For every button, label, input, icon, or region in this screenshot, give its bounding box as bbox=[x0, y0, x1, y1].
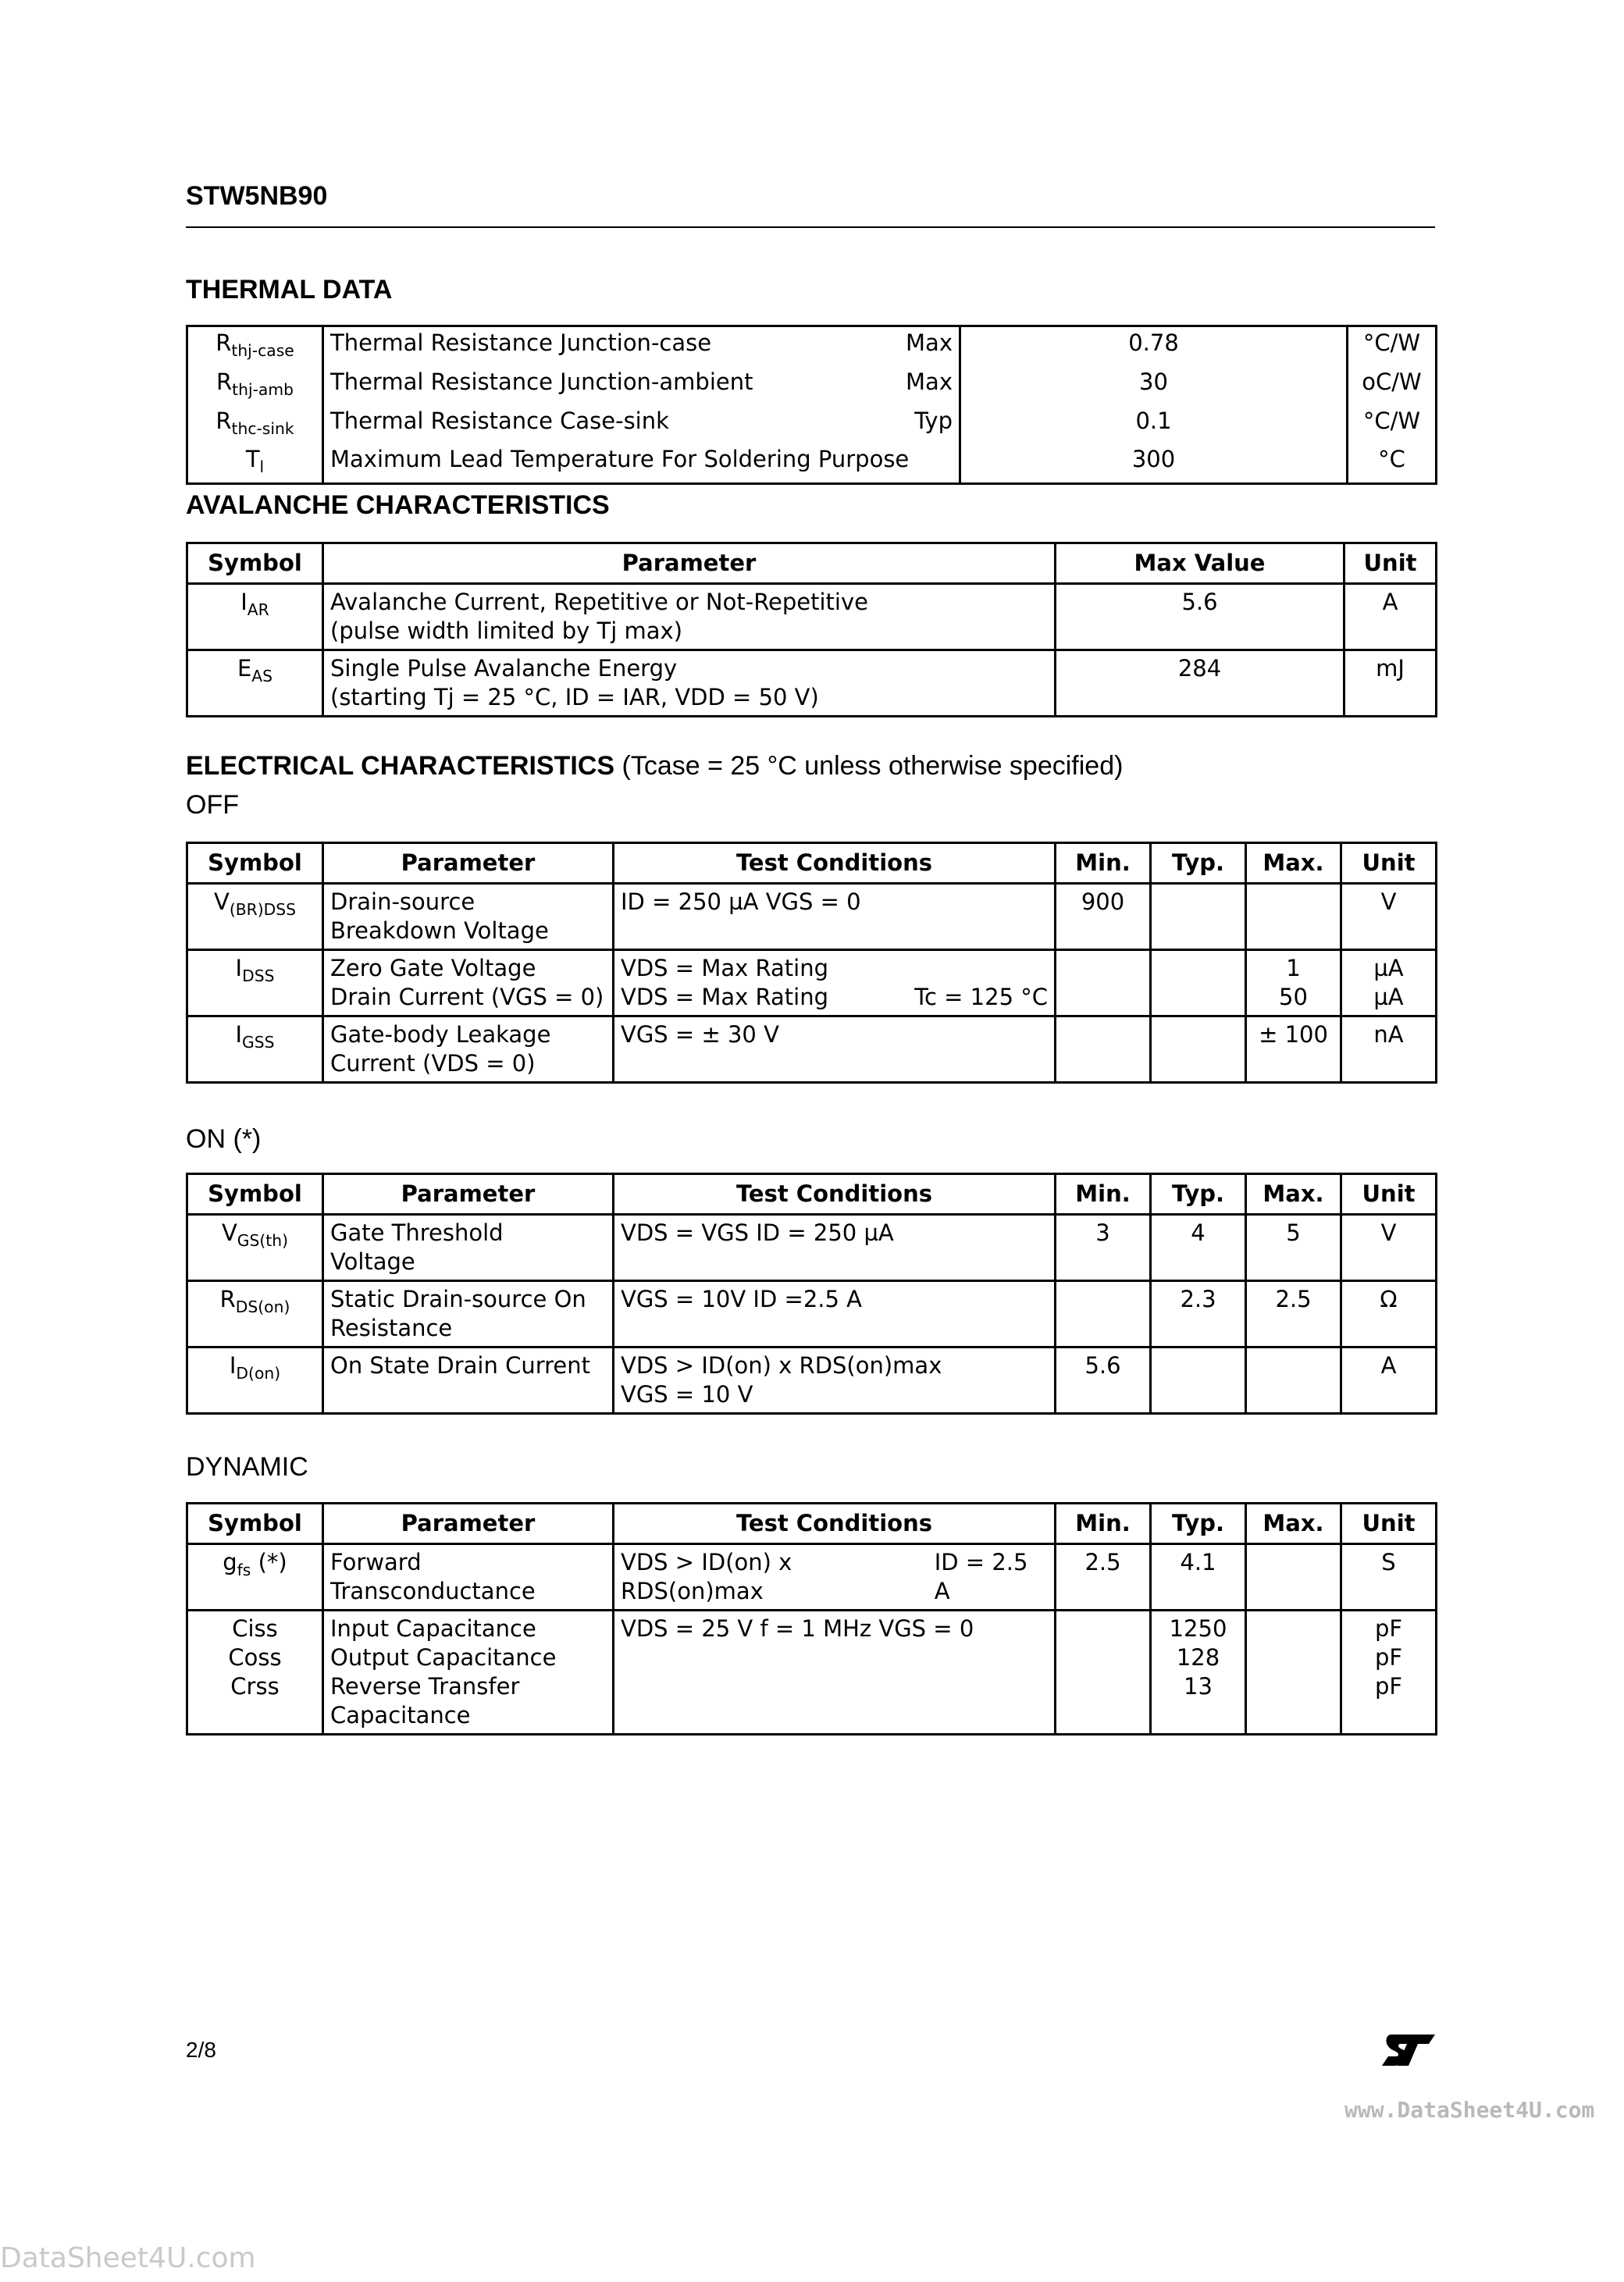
on-label: ON (*) bbox=[186, 1124, 262, 1154]
electrical-heading: ELECTRICAL CHARACTERISTICS (Tcase = 25 °C unless otherwise specified) bbox=[186, 751, 1124, 781]
thermal-row: $R_{thc-sink}$ Thermal Resistance Case-sink Typ 0.1 °C/W bbox=[187, 405, 1437, 444]
table-row: $V_{GS(th)}$ Gate Threshold Voltage VDS = VGS ID = 250 µA 3 4 5 V bbox=[187, 1215, 1437, 1281]
st-logo-icon bbox=[1380, 2031, 1437, 2069]
table-header-row: Symbol Parameter Max Value Unit bbox=[187, 543, 1437, 584]
table-header-row: Symbol Parameter Test Conditions Min. Typ. Max. Unit bbox=[187, 1174, 1437, 1215]
off-label: OFF bbox=[186, 790, 239, 820]
watermark-bottom: DataSheet4U.com bbox=[0, 2242, 256, 2274]
page-number: 2/8 bbox=[186, 2038, 216, 2062]
watermark-top: www.DataSheet4U.com bbox=[1344, 2097, 1595, 2123]
avalanche-table bbox=[186, 542, 1437, 717]
table-row: $I_{DSS}$ Zero Gate Voltage Drain Current (VGS = 0) VDS = Max Rating VDS = Max Rating Tc = 125 °C 1 50 µA µA bbox=[187, 950, 1437, 1016]
table-row: $g_{fs}$ (*) Forward Transconductance VDS > ID(on) x RDS(on)max ID = 2.5 A 2.5 4.1 S bbox=[187, 1544, 1437, 1611]
avalanche-heading: AVALANCHE CHARACTERISTICS bbox=[186, 490, 610, 520]
thermal-row: $R_{thj-case}$ Thermal Resistance Junction-case Max 0.78 °C/W bbox=[187, 326, 1437, 366]
thermal-row: $R_{thj-amb}$ Thermal Resistance Junction-ambient Max 30 oC/W bbox=[187, 366, 1437, 405]
table-row: $E_{AS}$ Single Pulse Avalanche Energy (starting Tj = 25 °C, ID = IAR, VDD = 50 V) 284 mJ bbox=[187, 650, 1437, 717]
table-row: $V_{(BR)DSS}$ Drain-source Breakdown Voltage ID = 250 µA VGS = 0 900 V bbox=[187, 884, 1437, 950]
off-table bbox=[186, 842, 1437, 1084]
dynamic-label: DYNAMIC bbox=[186, 1452, 308, 1482]
on-table bbox=[186, 1173, 1437, 1415]
document-title: STW5NB90 bbox=[186, 181, 328, 211]
thermal-heading: THERMAL DATA bbox=[186, 275, 393, 304]
table-row: $I_{AR}$ Avalanche Current, Repetitive or Not-Repetitive (pulse width limited by Tj max) 5.6 A bbox=[187, 584, 1437, 650]
thermal-row: $T_l$ Maximum Lead Temperature For Soldering Purpose 300 °C bbox=[187, 443, 1437, 483]
table-row: Ciss Coss Crss Input Capacitance Output Capacitance Reverse Transfer Capacitance VDS = 25 V f = 1 MHz VGS = 0 1250 128 13 pF pF pF bbox=[187, 1611, 1437, 1735]
header-rule bbox=[186, 226, 1435, 228]
table-header-row: Symbol Parameter Test Conditions Min. Typ. Max. Unit bbox=[187, 843, 1437, 884]
table-row: $I_{GSS}$ Gate-body Leakage Current (VDS = 0) VGS = ± 30 V ± 100 nA bbox=[187, 1016, 1437, 1083]
thermal-table bbox=[186, 325, 1437, 485]
table-row: $I_{D(on)}$ On State Drain Current VDS > ID(on) x RDS(on)max VGS = 10 V 5.6 A bbox=[187, 1347, 1437, 1414]
table-row: $R_{DS(on)}$ Static Drain-source On Resistance VGS = 10V ID =2.5 A 2.3 2.5 Ω bbox=[187, 1281, 1437, 1347]
table-header-row: Symbol Parameter Test Conditions Min. Typ. Max. Unit bbox=[187, 1504, 1437, 1544]
electrical-condition: (Tcase = 25 °C unless otherwise specified) bbox=[621, 751, 1124, 781]
dynamic-table bbox=[186, 1502, 1437, 1736]
